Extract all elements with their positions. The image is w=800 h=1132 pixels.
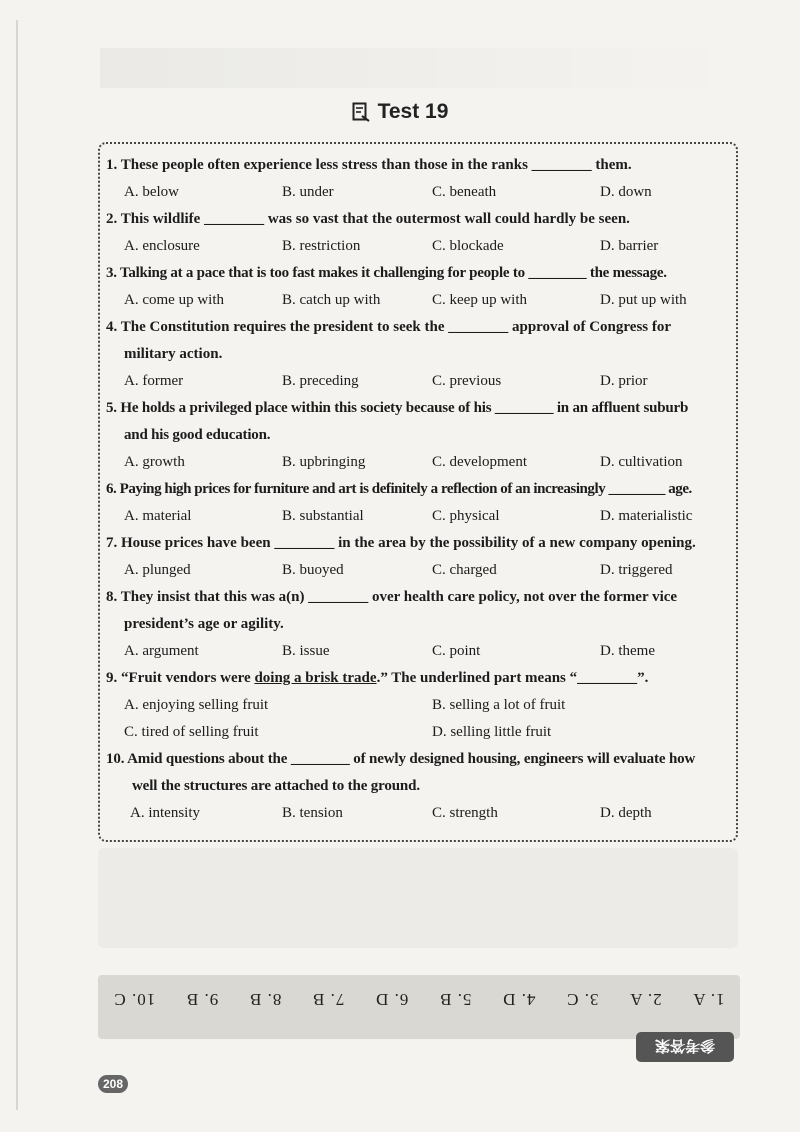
answer-3: 3. C: [566, 990, 599, 1009]
question-5: [106, 395, 736, 449]
option-c: C. previous: [432, 373, 502, 389]
option-b: B. substantial: [282, 508, 364, 524]
option-b: B. tension: [282, 805, 343, 821]
option-c: C. development: [432, 454, 527, 470]
question-5-line1: 5. He holds a privileged place within this society because of his ________ in an affluent suburb: [106, 400, 689, 416]
option-d: D. depth: [600, 805, 652, 821]
question-9-part1: 9. “Fruit vendors were: [106, 670, 255, 686]
options-9-row2: [106, 719, 736, 746]
option-b: B. buoyed: [282, 562, 344, 578]
option-b: B. selling a lot of fruit: [432, 697, 566, 713]
question-9: [106, 665, 736, 692]
option-d: D. prior: [600, 373, 648, 389]
option-a: A. below: [124, 184, 179, 200]
page-title: Test 19: [377, 100, 449, 123]
options-7: [106, 557, 736, 584]
options-1: [106, 179, 736, 206]
option-d: D. materialistic: [600, 508, 693, 524]
bleed-through-header: [100, 48, 740, 88]
answer-7: 7. B: [312, 990, 345, 1009]
question-10: [106, 746, 736, 800]
options-6: [106, 503, 736, 530]
test-doc-icon: [352, 102, 370, 122]
question-4-line2: military action.: [124, 346, 223, 362]
option-c: C. strength: [432, 805, 498, 821]
question-8-line2: president’s age or agility.: [124, 616, 284, 632]
question-list: [106, 152, 736, 827]
option-c: C. blockade: [432, 238, 504, 254]
option-b: B. preceding: [282, 373, 359, 389]
option-d: D. selling little fruit: [432, 724, 552, 740]
title-bar: [0, 100, 800, 124]
answer-2: 2. A: [629, 990, 662, 1009]
page-number: 208: [98, 1075, 128, 1093]
answer-9: 9. B: [185, 990, 219, 1009]
option-d: D. triggered: [600, 562, 673, 578]
option-a: A. enjoying selling fruit: [124, 697, 269, 713]
options-3: [106, 287, 736, 314]
answer-8: 8. B: [248, 990, 282, 1009]
question-7: 7. House prices have been ________ in the area by the possibility of a new company opening.: [106, 535, 696, 551]
question-8-line1: 8. They insist that this was a(n) ________ over health care policy, not over the former vice: [106, 589, 678, 605]
option-c: C. keep up with: [432, 292, 527, 308]
option-c: C. charged: [432, 562, 497, 578]
option-d: D. put up with: [600, 292, 687, 308]
option-c: C. physical: [432, 508, 500, 524]
options-2: [106, 233, 736, 260]
answer-key-bar: [98, 975, 740, 1039]
question-3: 3. Talking at a pace that is too fast makes it challenging for people to ________ the message.: [106, 265, 667, 281]
page-edge: [16, 20, 18, 1110]
underlined-phrase: doing a brisk trade: [254, 670, 377, 686]
option-c: C. point: [432, 643, 481, 659]
option-a: A. plunged: [124, 562, 191, 578]
question-1: 1. These people often experience less stress than those in the ranks ________ them.: [106, 157, 632, 173]
question-8: [106, 584, 736, 638]
options-9-row1: [106, 692, 736, 719]
question-9-part2: .” The underlined part means “________”.: [376, 670, 649, 686]
options-4: [106, 368, 736, 395]
option-d: D. down: [600, 184, 652, 200]
option-d: D. theme: [600, 643, 655, 659]
question-6: 6. Paying high prices for furniture and art is definitely a reflection of an increasingly ________ age.: [106, 481, 692, 497]
option-b: B. upbringing: [282, 454, 366, 470]
bleed-through-area: [98, 848, 738, 948]
options-8: [106, 638, 736, 665]
answer-1: 1. A: [692, 990, 725, 1009]
question-10-line1: 10. Amid questions about the ________ of newly designed housing, engineers will evaluate how: [106, 751, 696, 767]
option-a: A. material: [124, 508, 192, 524]
option-b: B. restriction: [282, 238, 361, 254]
answer-6: 6. D: [375, 990, 409, 1009]
option-b: B. catch up with: [282, 292, 381, 308]
options-10: [106, 800, 736, 827]
option-b: B. under: [282, 184, 334, 200]
question-4-line1: 4. The Constitution requires the president to seek the ________ approval of Congress for: [106, 319, 672, 335]
option-a: A. argument: [124, 643, 199, 659]
option-c: C. beneath: [432, 184, 497, 200]
answer-10: 10. C: [113, 990, 156, 1009]
option-a: A. growth: [124, 454, 185, 470]
option-a: A. enclosure: [124, 238, 200, 254]
option-b: B. issue: [282, 643, 330, 659]
question-4: [106, 314, 736, 368]
answer-key-row: [98, 989, 740, 1009]
option-d: D. cultivation: [600, 454, 683, 470]
option-c: C. tired of selling fruit: [124, 724, 259, 740]
question-10-line2: well the structures are attached to the ground.: [132, 778, 420, 794]
option-a: A. former: [124, 373, 184, 389]
option-d: D. barrier: [600, 238, 659, 254]
option-a: A. intensity: [130, 805, 200, 821]
answer-key-label: 参考答案: [636, 1032, 734, 1062]
question-5-line2: and his good education.: [124, 427, 271, 443]
question-2: 2. This wildlife ________ was so vast that the outermost wall could hardly be seen.: [106, 211, 630, 227]
answer-4: 4. D: [502, 990, 536, 1009]
answer-5: 5. B: [439, 990, 472, 1009]
options-5: [106, 449, 736, 476]
option-a: A. come up with: [124, 292, 224, 308]
